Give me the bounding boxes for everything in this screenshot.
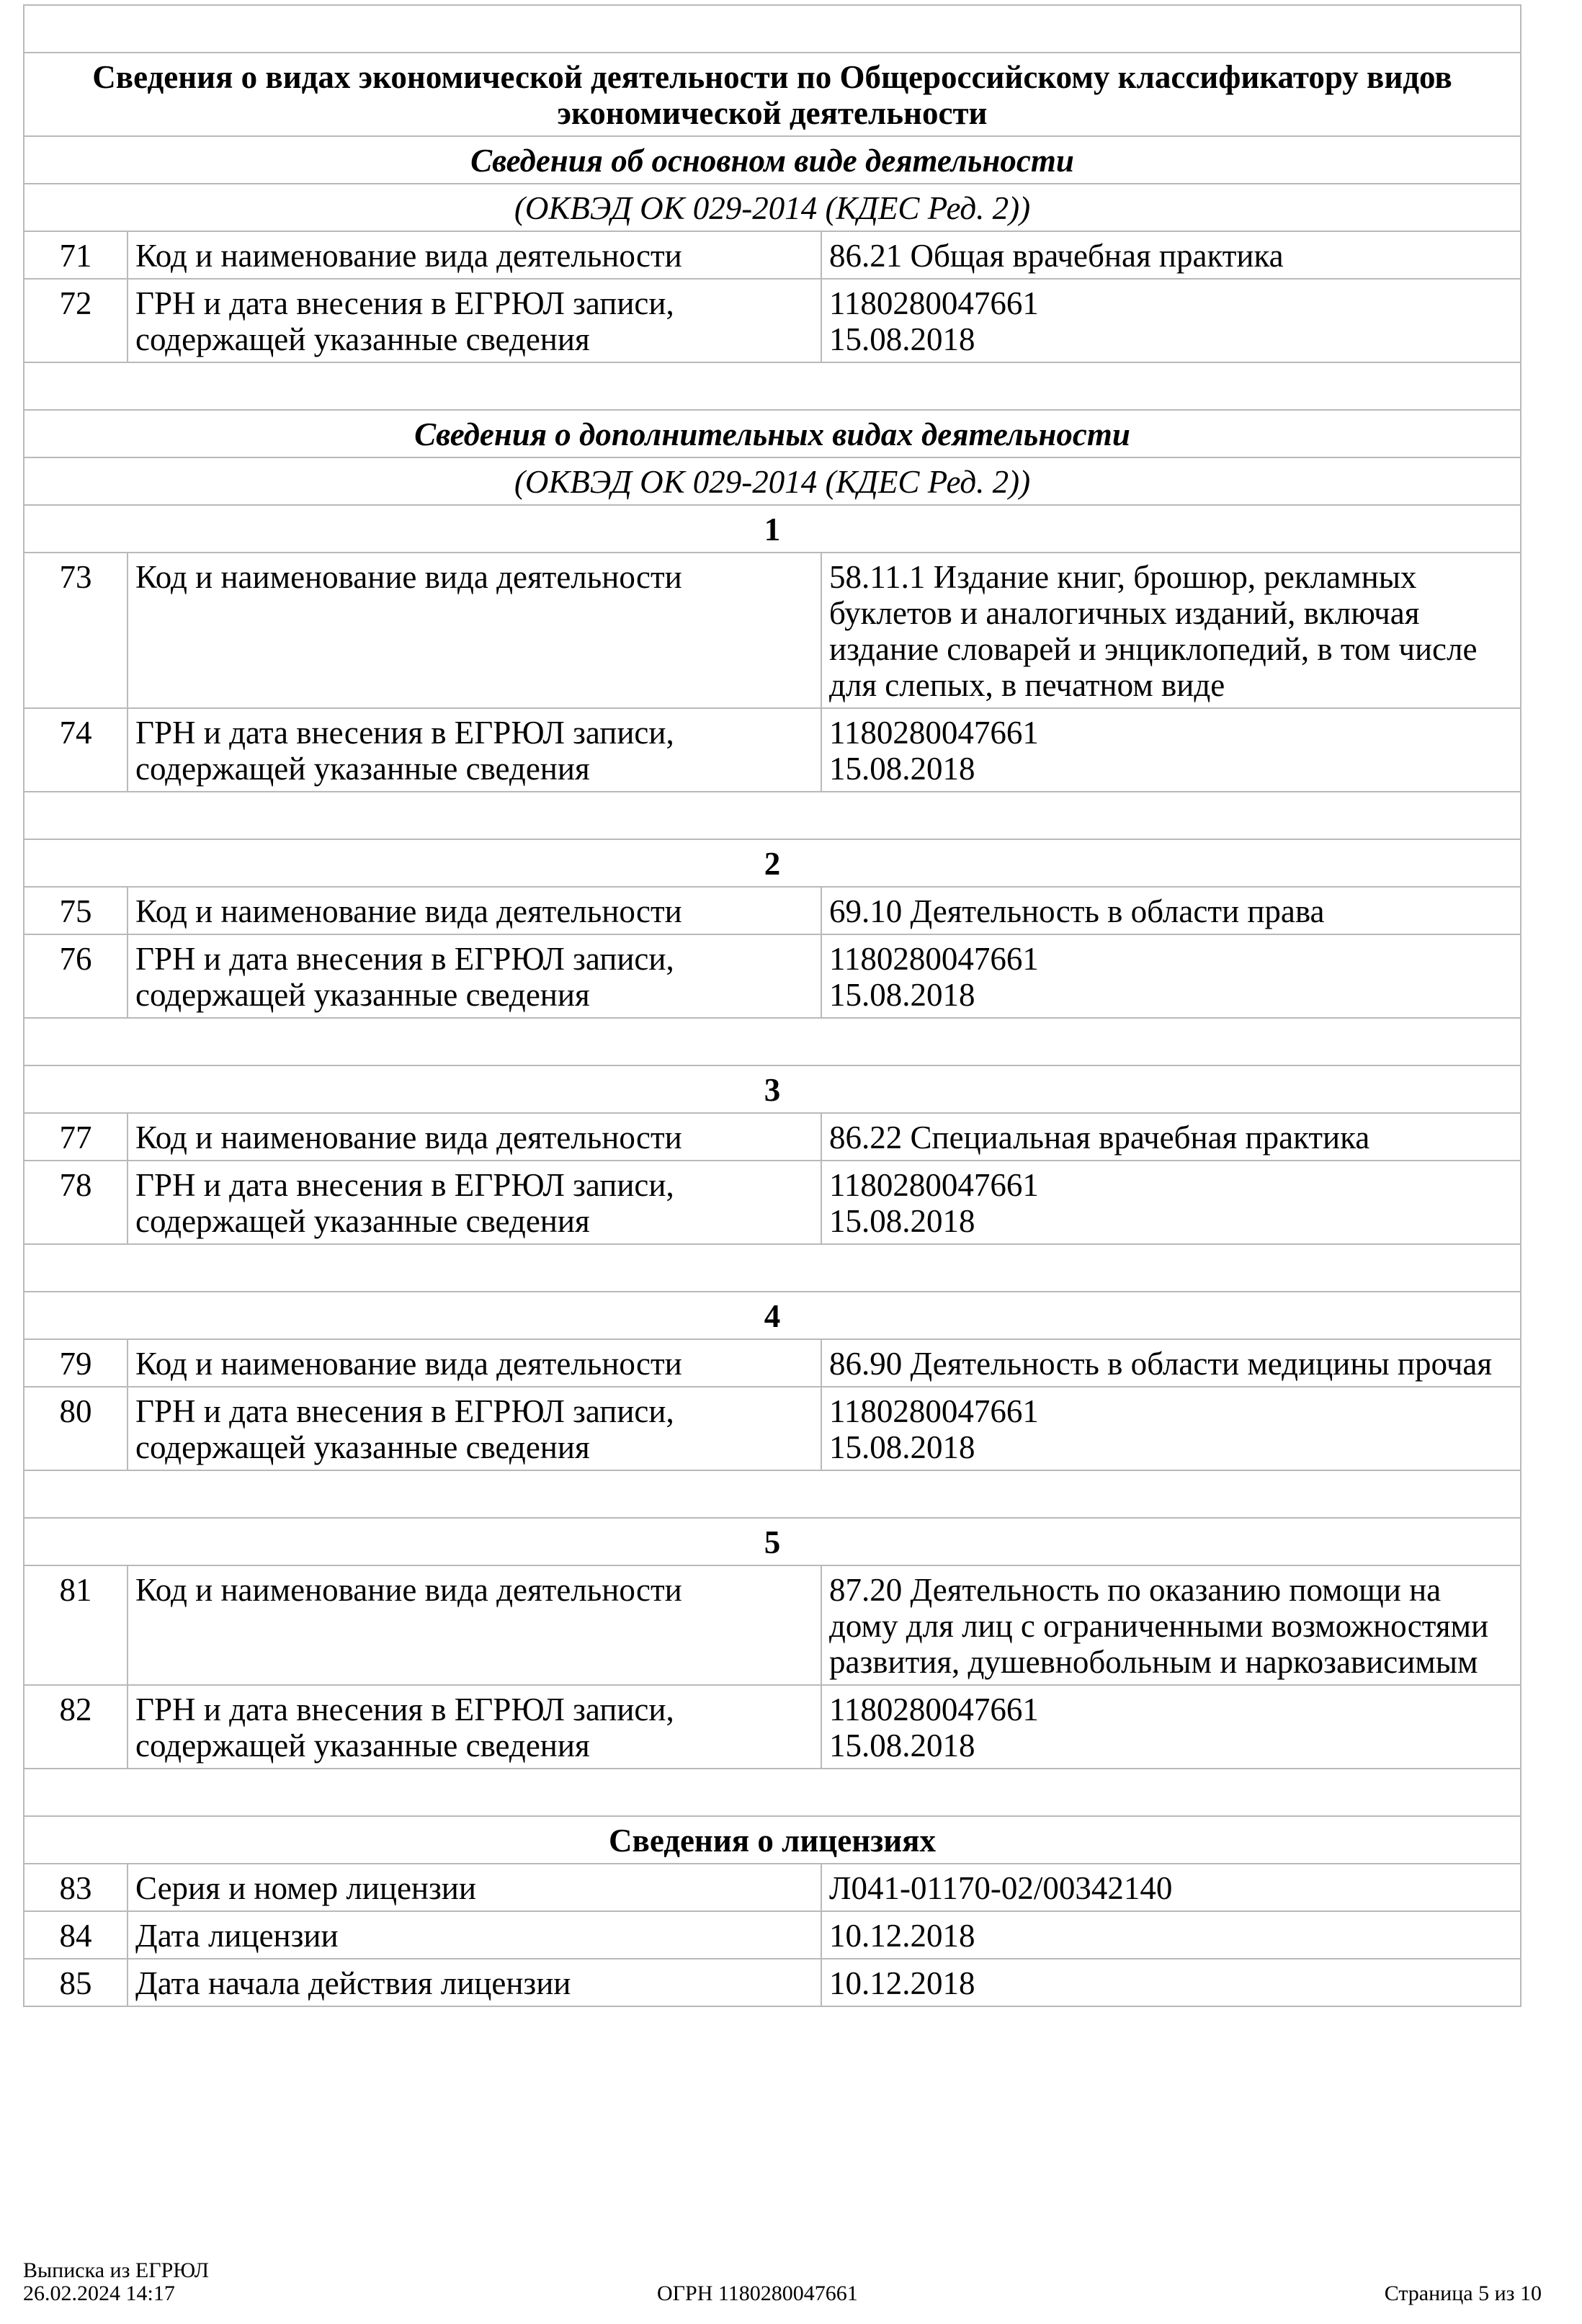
row-value: 1180280047661 15.08.2018 <box>821 1161 1521 1244</box>
row-label: ГРН и дата внесения в ЕГРЮЛ записи, содержащей указанные сведения <box>128 1387 821 1470</box>
row-value: 1180280047661 15.08.2018 <box>821 1685 1521 1769</box>
main-activity-classifier: (ОКВЭД ОК 029-2014 (КДЕС Ред. 2)) <box>24 184 1521 231</box>
row-label: Код и наименование вида деятельности <box>128 231 821 279</box>
table-row <box>24 1911 1521 1959</box>
activity-group-header-row <box>24 1065 1521 1113</box>
row-value: 10.12.2018 <box>821 1911 1521 1959</box>
table-row <box>24 553 1521 708</box>
spacer-row <box>24 362 1521 410</box>
row-value: 58.11.1 Издание книг, брошюр, рекламных буклетов и аналогичных изданий, включая издание словарей и энциклопедий, в том числе для слепых, в печатном виде <box>821 553 1521 708</box>
row-label: Код и наименование вида деятельности <box>128 1339 821 1387</box>
footer-ogrn: ОГРН 1180280047661 <box>657 2281 858 2305</box>
top-spacer-row <box>24 5 1521 53</box>
row-value: 10.12.2018 <box>821 1959 1521 2006</box>
row-value: Л041-01170-02/00342140 <box>821 1864 1521 1911</box>
table-row <box>24 887 1521 934</box>
row-label: Код и наименование вида деятельности <box>128 1565 821 1685</box>
activity-group-number: 2 <box>24 839 1521 887</box>
table-row <box>24 279 1521 362</box>
row-label: Серия и номер лицензии <box>128 1864 821 1911</box>
activity-group-header-row <box>24 839 1521 887</box>
additional-heading-row <box>24 410 1521 457</box>
activity-group-header-row <box>24 1518 1521 1565</box>
table-row <box>24 1685 1521 1769</box>
row-label: Дата начала действия лицензии <box>128 1959 821 2006</box>
row-label: Код и наименование вида деятельности <box>128 887 821 934</box>
row-number: 72 <box>24 279 128 362</box>
spacer-row <box>24 792 1521 839</box>
main-activity-classifier-row <box>24 184 1521 231</box>
spacer-cell <box>24 1769 1521 1816</box>
footer-datetime: 26.02.2024 14:17 <box>23 2281 175 2305</box>
row-label: Дата лицензии <box>128 1911 821 1959</box>
spacer-cell <box>24 792 1521 839</box>
row-number: 85 <box>24 1959 128 2006</box>
table-row <box>24 1339 1521 1387</box>
row-value: 86.22 Специальная врачебная практика <box>821 1113 1521 1161</box>
licenses-heading-row <box>24 1816 1521 1864</box>
activity-group-number: 1 <box>24 505 1521 553</box>
row-number: 76 <box>24 934 128 1018</box>
footer-page-number: Страница 5 из 10 <box>1384 2281 1542 2305</box>
row-value: 1180280047661 15.08.2018 <box>821 708 1521 792</box>
row-value: 1180280047661 15.08.2018 <box>821 934 1521 1018</box>
row-number: 81 <box>24 1565 128 1685</box>
footer-doc-name: Выписка из ЕГРЮЛ <box>23 2258 209 2282</box>
row-label: ГРН и дата внесения в ЕГРЮЛ записи, содержащей указанные сведения <box>128 708 821 792</box>
table-row <box>24 231 1521 279</box>
row-value: 1180280047661 15.08.2018 <box>821 279 1521 362</box>
spacer-cell <box>24 5 1521 53</box>
table-row <box>24 1161 1521 1244</box>
spacer-cell <box>24 1470 1521 1518</box>
row-number: 71 <box>24 231 128 279</box>
row-label: ГРН и дата внесения в ЕГРЮЛ записи, содержащей указанные сведения <box>128 1161 821 1244</box>
row-number: 82 <box>24 1685 128 1769</box>
activity-group-number: 4 <box>24 1292 1521 1339</box>
spacer-row <box>24 1018 1521 1065</box>
row-label: ГРН и дата внесения в ЕГРЮЛ записи, содержащей указанные сведения <box>128 934 821 1018</box>
section-title: Сведения о видах экономической деятельности по Общероссийскому классификатору видов экономической деятельности <box>24 53 1521 136</box>
table-row <box>24 1864 1521 1911</box>
row-number: 79 <box>24 1339 128 1387</box>
spacer-cell <box>24 1018 1521 1065</box>
egrul-table-body <box>24 5 1521 2006</box>
row-label: ГРН и дата внесения в ЕГРЮЛ записи, содержащей указанные сведения <box>128 1685 821 1769</box>
row-number: 78 <box>24 1161 128 1244</box>
row-label: Код и наименование вида деятельности <box>128 1113 821 1161</box>
table-row <box>24 1959 1521 2006</box>
row-value: 86.90 Деятельность в области медицины прочая <box>821 1339 1521 1387</box>
main-activity-heading-row <box>24 136 1521 184</box>
activity-group-header-row <box>24 505 1521 553</box>
section-title-row <box>24 53 1521 136</box>
row-number: 74 <box>24 708 128 792</box>
additional-classifier: (ОКВЭД ОК 029-2014 (КДЕС Ред. 2)) <box>24 457 1521 505</box>
row-number: 84 <box>24 1911 128 1959</box>
spacer-row <box>24 1244 1521 1292</box>
spacer-row <box>24 1470 1521 1518</box>
additional-heading: Сведения о дополнительных видах деятельности <box>24 410 1521 457</box>
row-value: 87.20 Деятельность по оказанию помощи на дому для лиц с ограниченными возможностями развития, душевнобольным и наркозависимым <box>821 1565 1521 1685</box>
row-number: 73 <box>24 553 128 708</box>
table-row <box>24 1565 1521 1685</box>
row-number: 75 <box>24 887 128 934</box>
additional-classifier-row <box>24 457 1521 505</box>
table-row <box>24 708 1521 792</box>
table-row <box>24 934 1521 1018</box>
row-label: Код и наименование вида деятельности <box>128 553 821 708</box>
row-value: 1180280047661 15.08.2018 <box>821 1387 1521 1470</box>
egrul-table <box>23 4 1521 2007</box>
licenses-heading: Сведения о лицензиях <box>24 1816 1521 1864</box>
table-row <box>24 1387 1521 1470</box>
activity-group-number: 3 <box>24 1065 1521 1113</box>
row-value: 69.10 Деятельность в области права <box>821 887 1521 934</box>
row-number: 80 <box>24 1387 128 1470</box>
table-row <box>24 1113 1521 1161</box>
row-value: 86.21 Общая врачебная практика <box>821 231 1521 279</box>
main-activity-heading: Сведения об основном виде деятельности <box>24 136 1521 184</box>
activity-group-header-row <box>24 1292 1521 1339</box>
spacer-row <box>24 1769 1521 1816</box>
spacer-cell <box>24 1244 1521 1292</box>
spacer-cell <box>24 362 1521 410</box>
row-number: 83 <box>24 1864 128 1911</box>
row-number: 77 <box>24 1113 128 1161</box>
activity-group-number: 5 <box>24 1518 1521 1565</box>
row-label: ГРН и дата внесения в ЕГРЮЛ записи, содержащей указанные сведения <box>128 279 821 362</box>
